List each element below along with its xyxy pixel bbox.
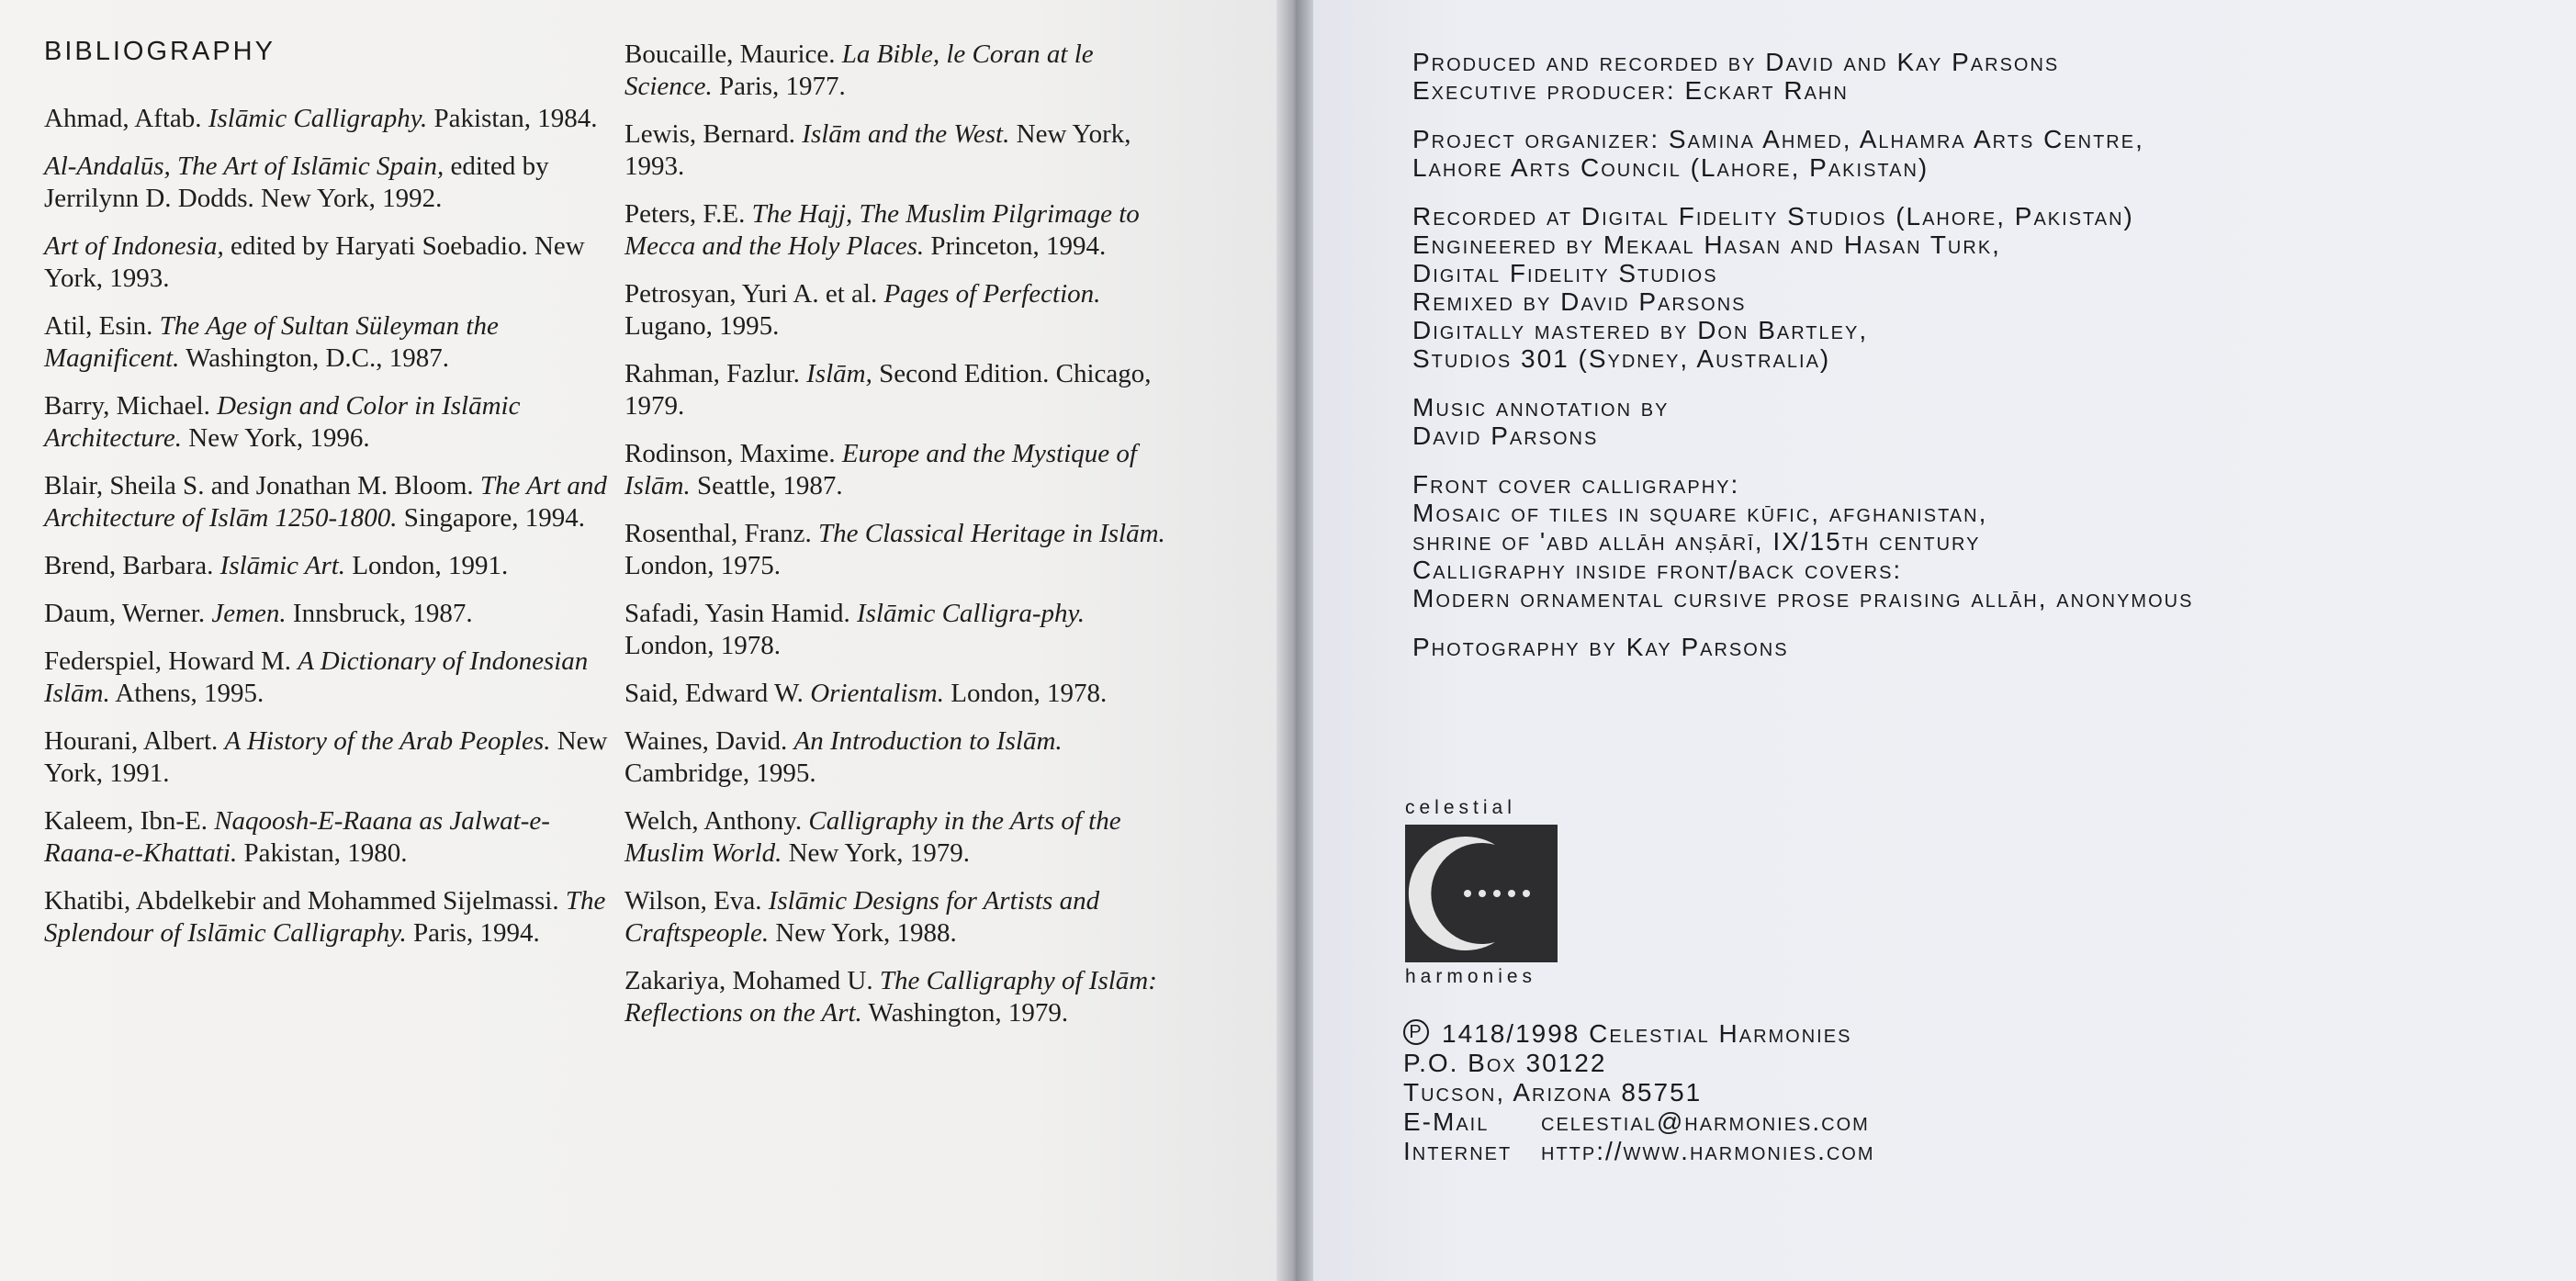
entry-author: Welch, Anthony. — [624, 806, 803, 836]
bibliography-entry — [624, 118, 1176, 183]
copyright-line — [1403, 1019, 2322, 1049]
entry-title: Al-Andalūs, The Art of Islāmic Spain, — [44, 152, 444, 181]
entry-title: Art of Indonesia, — [44, 231, 224, 261]
entry-title: Calligraphy in the Arts of the Muslim World. — [624, 806, 1121, 868]
entry-publication: Paris, 1977. — [719, 72, 846, 101]
credit-line: Digitally mastered by Don Bartley, — [1412, 316, 1869, 344]
entry-publication: London, 1978. — [951, 679, 1108, 708]
bibliography-entry — [44, 598, 613, 630]
internet-label: Internet — [1403, 1137, 1513, 1165]
credit-line: Photography by Kay Parsons — [1412, 633, 1789, 661]
entry-author: Zakariya, Mohamed U. — [624, 966, 873, 995]
entry-title: The Art and Architecture of Islām 1250-1800. — [44, 471, 607, 533]
credit-line: Remixed by David Parsons — [1412, 287, 1747, 316]
credit-block — [1412, 125, 2533, 182]
entry-title: La Bible, le Coran at le Science. — [624, 39, 1094, 101]
credit-line: Modern ornamental cursive prose praising allāh, anonymous — [1412, 584, 2194, 612]
entry-publication: Athens, 1995. — [115, 679, 264, 708]
bibliography-entry — [44, 646, 613, 710]
entry-title: Islāmic Designs for Artists and Craftspeople. — [624, 886, 1100, 948]
entry-title: The Splendour of Islāmic Calligraphy. — [44, 886, 606, 948]
internet-line — [1403, 1137, 2322, 1166]
entry-title: The Classical Heritage in Islām. — [818, 519, 1165, 548]
label-name-top: celestial — [1405, 797, 1516, 818]
credit-line: Lahore Arts Council (Lahore, Pakistan) — [1412, 153, 1929, 182]
entry-publication: London, 1991. — [352, 551, 509, 580]
bibliography-entry — [44, 310, 613, 375]
email-line — [1403, 1107, 2322, 1137]
email-address[interactable]: celestial@harmonies.com — [1541, 1107, 1870, 1136]
entry-author: Rodinson, Maxime. — [624, 439, 836, 468]
entry-author: Boucaille, Maurice. — [624, 39, 836, 69]
entry-title: Islāmic Calligraphy. — [208, 104, 428, 133]
website-url[interactable]: http://www.harmonies.com — [1541, 1137, 1875, 1165]
entry-publication: New York, 1996. — [188, 423, 370, 453]
entry-title: A History of the Arab Peoples. — [224, 726, 551, 756]
bibliography-column-left — [44, 103, 613, 965]
entry-publication: Second Edition. Chicago, 1979. — [624, 359, 1152, 421]
entry-publication: Washington, D.C., 1987. — [186, 343, 449, 373]
entry-author: Rahman, Fazlur. — [624, 359, 800, 388]
entry-title: The Age of Sultan Süleyman the Magnificent. — [44, 311, 499, 373]
credit-line: Recorded at Digital Fidelity Studios (Lahore, Pakistan) — [1412, 202, 2134, 230]
booklet-gutter — [1277, 0, 1313, 1281]
entry-publication: Pakistan, 1980. — [243, 838, 408, 868]
credit-line: shrine of 'abd allāh anṣārī, IX/15th century — [1412, 527, 1981, 556]
bibliography-heading: BIBLIOGRAPHY — [44, 37, 276, 66]
bibliography-page — [0, 0, 1281, 1281]
entry-title: An Introduction to Islām. — [793, 726, 1063, 756]
bibliography-entry — [624, 518, 1176, 582]
city-line: Tucson, Arizona 85751 — [1403, 1078, 1703, 1107]
entry-publication: London, 1975. — [624, 551, 781, 580]
entry-author: Waines, David. — [624, 726, 788, 756]
email-label: E-Mail — [1403, 1107, 1490, 1136]
credit-line: Produced and recorded by David and Kay Parsons — [1412, 48, 2060, 76]
credit-line: Engineered by Mekaal Hasan and Hasan Turk, — [1412, 230, 2001, 259]
entry-title: Islām, — [806, 359, 872, 388]
entry-author: Said, Edward W. — [624, 679, 804, 708]
bibliography-entry — [44, 725, 613, 790]
entry-publication: New York, 1988. — [775, 918, 957, 948]
entry-title: Islāmic Calligra-phy. — [856, 599, 1086, 628]
entry-publication: New York, 1991. — [44, 726, 608, 788]
bibliography-entry — [624, 358, 1176, 422]
entry-title: Islām and the West. — [802, 119, 1010, 149]
entry-author: Khatibi, Abdelkebir and Mohammed Sijelmassi. — [44, 886, 559, 916]
entry-title: Islāmic Art. — [219, 551, 346, 580]
bibliography-column-right — [624, 39, 1176, 1045]
entry-title: Jemen. — [211, 599, 287, 628]
credit-line: Music annotation by — [1412, 393, 1670, 421]
bibliography-entry — [44, 470, 613, 534]
bibliography-entry — [624, 805, 1176, 870]
bibliography-entry — [624, 965, 1176, 1029]
bibliography-entry — [624, 198, 1176, 263]
entry-title: Naqoosh-E-Raana as Jalwat-e-Raana-e-Khattati. — [44, 806, 550, 868]
entry-author: Blair, Sheila S. and Jonathan M. Bloom. — [44, 471, 474, 500]
production-credits — [1412, 48, 2533, 681]
entry-publication: Washington, 1979. — [868, 998, 1069, 1028]
entry-author: Daum, Werner. — [44, 599, 206, 628]
bibliography-entry — [44, 550, 613, 582]
entry-author: Federspiel, Howard M. — [44, 646, 292, 676]
credit-line: Executive producer: Eckart Rahn — [1412, 76, 1849, 105]
credit-line: David Parsons — [1412, 421, 1599, 450]
bibliography-entry — [624, 678, 1176, 710]
entry-author: Petrosyan, Yuri A. et al. — [624, 279, 878, 309]
entry-publication: Princeton, 1994. — [930, 231, 1107, 261]
celestial-harmonies-logo — [1405, 825, 1558, 962]
entry-publication: Pakistan, 1984. — [433, 104, 598, 133]
bibliography-entry — [624, 39, 1176, 103]
bibliography-entry — [44, 151, 613, 215]
credit-line: Calligraphy inside front/back covers: — [1412, 556, 1903, 584]
entry-title: Design and Color in Islāmic Architecture. — [44, 391, 521, 453]
entry-author: Kaleem, Ibn-E. — [44, 806, 208, 836]
entry-author: Hourani, Albert. — [44, 726, 219, 756]
entry-title: Europe and the Mystique of Islām. — [624, 439, 1137, 500]
bibliography-entry — [44, 885, 613, 950]
entry-title: Orientalism. — [810, 679, 944, 708]
crescent-moon-icon — [1405, 825, 1558, 962]
entry-publication: Innsbruck, 1987. — [292, 599, 473, 628]
credit-line: Project organizer: Samina Ahmed, Alhamra Arts Centre, — [1412, 125, 2144, 153]
bibliography-entry — [44, 390, 613, 455]
credit-block — [1412, 48, 2533, 105]
entry-author: Rosenthal, Franz. — [624, 519, 812, 548]
copyright-text: 1418/1998 Celestial Harmonies — [1442, 1019, 1852, 1048]
entry-publication: Singapore, 1994. — [403, 503, 586, 533]
credit-block — [1412, 202, 2533, 373]
entry-author: Barry, Michael. — [44, 391, 210, 421]
entry-publication: Lugano, 1995. — [624, 311, 780, 341]
entry-publication: London, 1978. — [624, 631, 781, 660]
entry-title: The Hajj, The Muslim Pilgrimage to Mecca and the Holy Places. — [624, 199, 1140, 261]
credit-line: Mosaic of tiles in square kūfic, afghanistan, — [1412, 499, 1988, 527]
entry-publication: Paris, 1994. — [412, 918, 540, 948]
bibliography-entry — [624, 885, 1176, 950]
bibliography-entry — [624, 438, 1176, 502]
bibliography-entry — [44, 230, 613, 295]
bibliography-entry — [624, 278, 1176, 343]
entry-author: Atil, Esin. — [44, 311, 153, 341]
credit-block — [1412, 470, 2533, 612]
bibliography-entry — [44, 805, 613, 870]
entry-author: Brend, Barbara. — [44, 551, 214, 580]
entry-publication: edited by Haryati Soebadio. New York, 1993. — [44, 231, 585, 293]
bibliography-entry — [624, 725, 1176, 790]
label-name-bottom: harmonies — [1405, 966, 1537, 987]
entry-author: Lewis, Bernard. — [624, 119, 796, 149]
entry-author: Wilson, Eva. — [624, 886, 762, 916]
credit-block — [1412, 393, 2533, 450]
entry-publication: Seattle, 1987. — [696, 471, 843, 500]
entry-publication: edited by Jerrilynn D. Dodds. New York, 1992. — [44, 152, 549, 213]
credit-line: Digital Fidelity Studios — [1412, 259, 1718, 287]
entry-publication: New York, 1979. — [788, 838, 970, 868]
bibliography-entry — [624, 598, 1176, 662]
entry-title: Pages of Perfection. — [883, 279, 1101, 309]
entry-author: Peters, F.E. — [624, 199, 746, 229]
credit-block — [1412, 633, 2533, 661]
phonogram-icon: P — [1403, 1019, 1429, 1045]
entry-author: Safadi, Yasin Hamid. — [624, 599, 850, 628]
entry-title: The Calligraphy of Islām: Reflections on the Art. — [624, 966, 1157, 1028]
bibliography-entry — [44, 103, 613, 135]
entry-title: A Dictionary of Indonesian Islām. — [44, 646, 589, 708]
entry-publication: Cambridge, 1995. — [624, 758, 816, 788]
credit-line: Front cover calligraphy: — [1412, 470, 1740, 499]
credit-line: Studios 301 (Sydney, Australia) — [1412, 344, 1831, 373]
entry-author: Ahmad, Aftab. — [44, 104, 202, 133]
publisher-address — [1403, 1019, 2322, 1166]
po-box: P.O. Box 30122 — [1403, 1049, 1607, 1077]
entry-publication: New York, 1993. — [624, 119, 1131, 181]
